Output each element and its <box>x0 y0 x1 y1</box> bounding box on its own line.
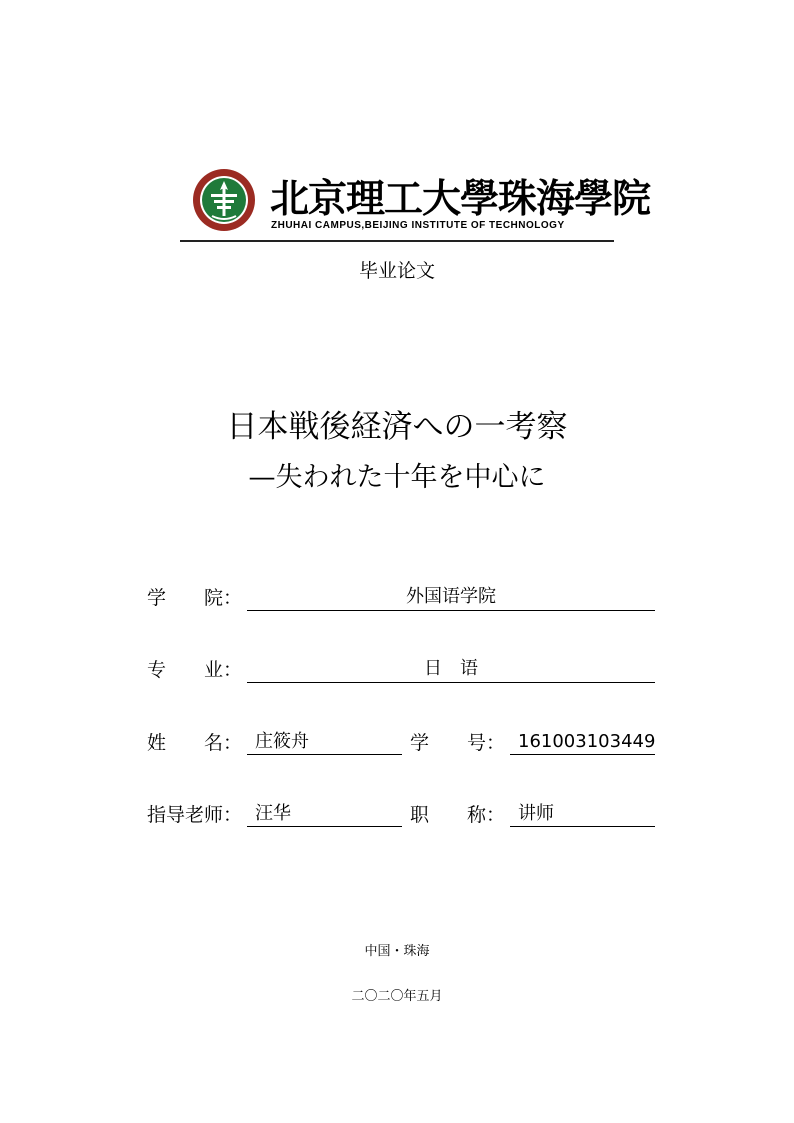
advisor-title-label: 职 称： <box>410 804 506 826</box>
university-seal-icon <box>190 168 258 232</box>
advisor-label: 指导老师： <box>147 804 243 826</box>
location-text: 中国・珠海 <box>364 944 430 959</box>
advisor-field: 汪华 <box>247 801 402 827</box>
date-text: 二〇二〇年五月 <box>351 989 443 1004</box>
major-field: 日 语 <box>247 656 655 683</box>
advisor-title-field: 讲师 <box>510 801 655 827</box>
student-id-field: 161003103449 <box>510 729 655 755</box>
header-divider <box>180 240 614 242</box>
thesis-title: 日本戦後経済への一考察 <box>226 409 568 445</box>
name-field: 庄筱舟 <box>247 729 402 755</box>
school-name-en: ZHUHAI CAMPUS,BEIJING INSTITUTE OF TECHNOLOGY <box>271 220 565 231</box>
major-label: 专 业： <box>147 659 243 681</box>
university-header <box>180 166 651 246</box>
thesis-subtitle: —失われた十年を中心に <box>248 462 546 493</box>
college-field: 外国语学院 <box>247 584 655 611</box>
college-label: 学 院： <box>147 587 243 609</box>
school-name-cn: 北京理工大學珠海學院 <box>270 176 651 222</box>
document-type: 毕业论文 <box>358 260 435 282</box>
name-label: 姓 名： <box>147 732 243 754</box>
student-id-label: 学 号： <box>410 732 506 754</box>
